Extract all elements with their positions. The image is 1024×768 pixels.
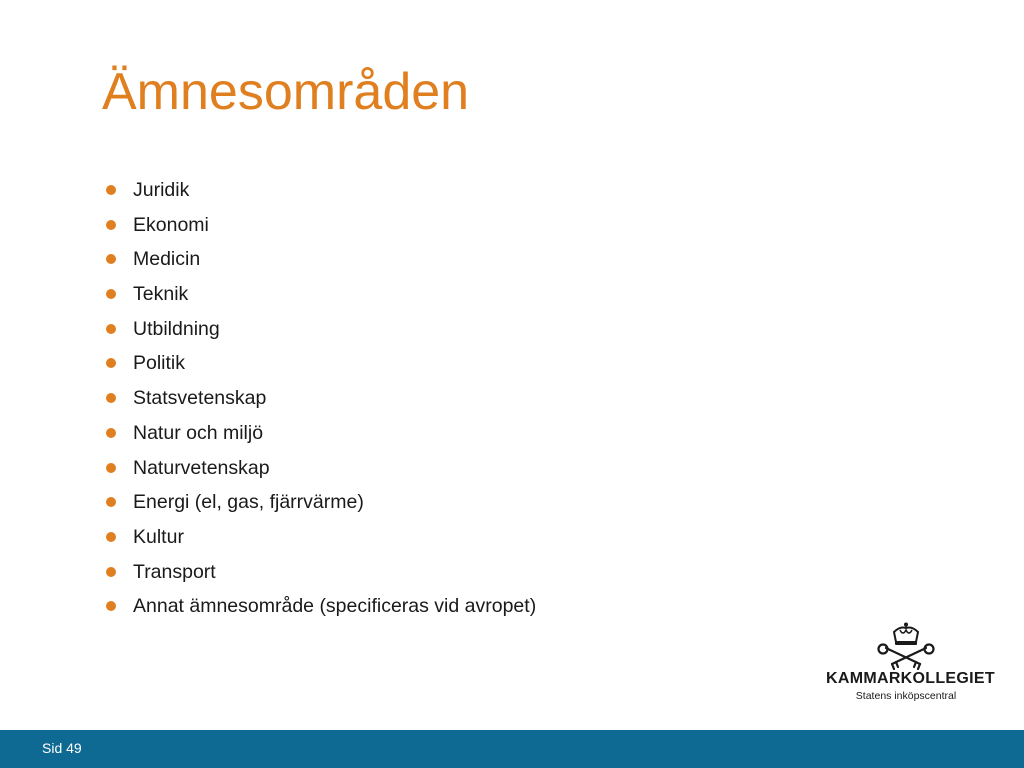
bullet-dot-icon	[106, 289, 116, 299]
bullet-item	[104, 558, 536, 593]
page-number: Sid 49	[42, 740, 82, 756]
bullet-text: Medicin	[133, 248, 201, 271]
bullet-text: Utbildning	[133, 317, 220, 340]
bullet-dot-icon	[106, 463, 116, 473]
bullet-text: Energi (el, gas, fjärrvärme)	[133, 491, 364, 514]
logo-name: KAMMARKOLLEGIET	[826, 670, 995, 687]
bullet-list	[104, 176, 536, 627]
bullet-dot-icon	[106, 185, 116, 195]
slide-title: Ämnesområden	[102, 63, 470, 121]
bullet-item	[104, 315, 536, 350]
bullet-item	[104, 211, 536, 246]
bullet-text: Natur och miljö	[133, 421, 264, 444]
bullet-item	[104, 280, 536, 315]
crown-keys-icon	[874, 622, 938, 670]
bullet-dot-icon	[106, 601, 116, 611]
bullet-dot-icon	[106, 497, 116, 507]
bullet-text: Juridik	[133, 179, 190, 201]
bullet-dot-icon	[106, 532, 116, 542]
bullet-item	[104, 488, 536, 523]
bullet-text: Statsvetenskap	[133, 387, 267, 410]
bullet-item	[104, 592, 536, 627]
bullet-dot-icon	[106, 393, 116, 403]
bullet-item	[104, 384, 536, 419]
bullet-text: Politik	[133, 352, 186, 375]
bullet-text: Annat ämnesområde (specificeras vid avropet)	[133, 595, 537, 618]
bullet-item	[104, 349, 536, 384]
bullet-text: Transport	[133, 560, 216, 583]
bullet-text: Ekonomi	[133, 213, 209, 236]
bullet-dot-icon	[106, 358, 116, 368]
bullet-item	[104, 419, 536, 454]
footer-bar	[0, 730, 1024, 768]
bullet-text: Teknik	[133, 283, 189, 306]
bullet-dot-icon	[106, 254, 116, 264]
bullet-item	[104, 245, 536, 280]
bullet-dot-icon	[106, 428, 116, 438]
bullet-text: Naturvetenskap	[133, 456, 270, 479]
bullet-item	[104, 176, 536, 211]
bullet-dot-icon	[106, 567, 116, 577]
bullet-text: Kultur	[133, 525, 184, 548]
bullet-dot-icon	[106, 220, 116, 230]
bullet-dot-icon	[106, 324, 116, 334]
bullet-item	[104, 523, 536, 558]
logo-subtitle: Statens inköpscentral	[855, 690, 957, 702]
bullet-item	[104, 454, 536, 489]
kammarkollegiet-logo	[826, 622, 995, 706]
